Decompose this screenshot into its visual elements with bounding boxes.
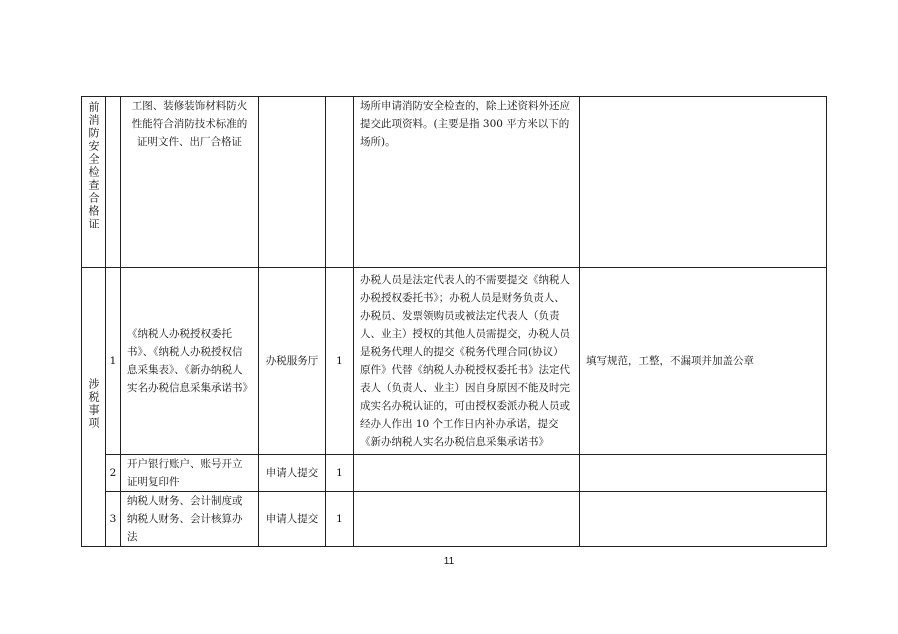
material-cell: 《纳税人办税授权委托书》、《纳税人办税授权信息采集表》、《新办纳税人实名办税信息采集承诺书》 [121,268,259,455]
copies-cell: 1 [326,268,354,455]
category-cell [82,268,106,547]
category-fire-label: 前消防安全检查合格证 [87,101,100,231]
category-cell [82,97,106,268]
source-cell: 申请人提交 [259,455,326,492]
table-row [82,455,827,492]
source-cell: 办税服务厅 [259,268,326,455]
copies-cell [326,97,354,268]
number-cell: 2 [106,455,121,492]
note-cell [354,492,580,547]
number-cell [106,97,121,268]
remark-cell [580,455,827,492]
material-cell: 开户银行账户、账号开立证明复印件 [121,455,259,492]
note-cell: 场所申请消防安全检查的，除上述资料外还应提交此项资料。(主要是指 300 平方米以下的场所)。 [354,97,580,268]
materials-table [81,96,827,547]
remark-cell [580,492,827,547]
page-number: 11 [443,556,455,567]
source-cell: 申请人提交 [259,492,326,547]
copies-cell: 1 [326,492,354,547]
remark-cell: 填写规范，工整，不漏项并加盖公章 [580,268,827,455]
source-cell [259,97,326,268]
table-row [82,97,827,268]
material-cell [121,97,259,268]
copies-cell: 1 [326,455,354,492]
material-cell: 纳税人财务、会计制度或纳税人财务、会计核算办法 [121,492,259,547]
remark-cell [580,97,827,268]
table-row [82,268,827,455]
number-cell: 3 [106,492,121,547]
note-cell [354,455,580,492]
note-cell: 办税人员是法定代表人的不需要提交《纳税人办税授权委托书》；办税人员是财务负责人、办税员、发票领购员或被法定代表人（负责人、业主）授权的其他人员需提交，办税人员是税务代理人的提交《税务代理合同(协议）原件》代替《纳税人办税授权委托书》法定代表人（负责人、业主）因自身原因不能及时完成实名办税认证的，可由授权委派办税人员或经办人作出 10 个工作日内补办承诺，提交《新办纳税人实名办税信息采集承诺书》 [354,268,580,455]
table-row [82,492,827,547]
number-cell: 1 [106,268,121,455]
material-text: 工图、装修装饰材料防火性能符合消防技术标准的证明文件、出厂合格证 [131,100,248,148]
category-tax-label: 涉税事项 [87,378,100,430]
